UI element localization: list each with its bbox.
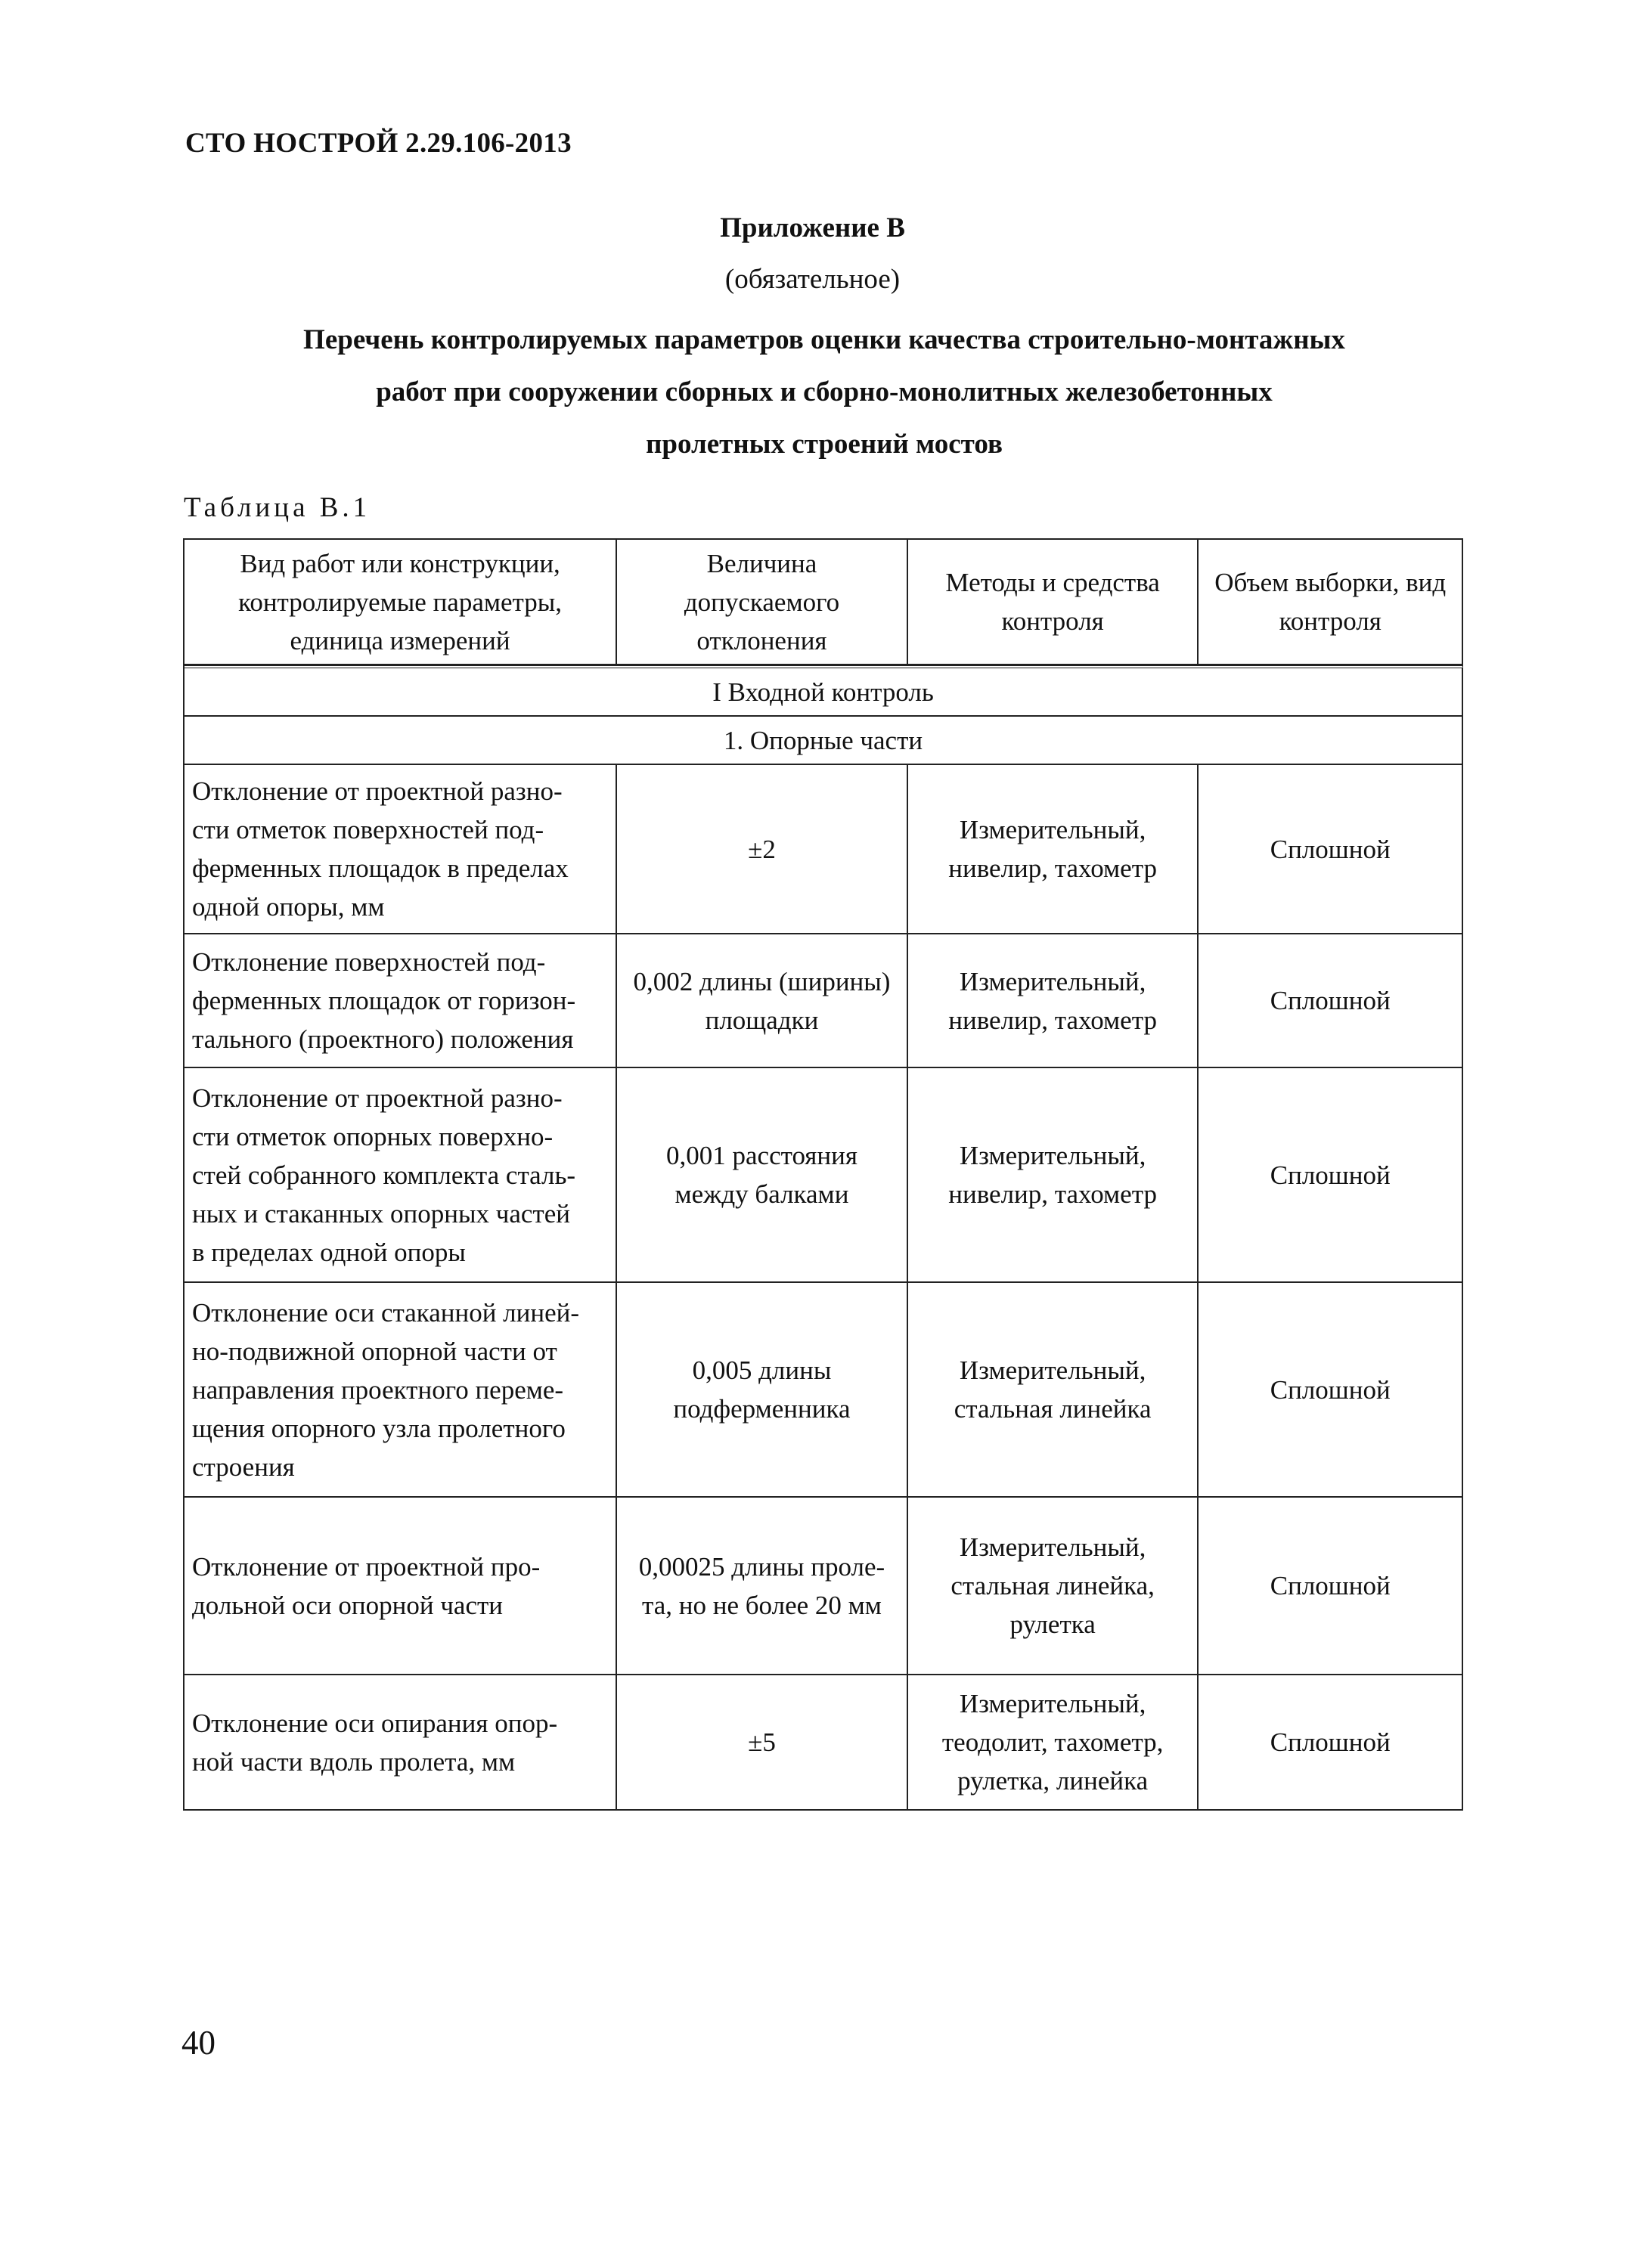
- cell-line: нивелир, тахометр: [948, 1179, 1157, 1209]
- page-number: 40: [181, 2024, 216, 2062]
- cell-line: площадки: [705, 1005, 819, 1035]
- tolerance-cell: [617, 1068, 908, 1283]
- table-row: [185, 1068, 1463, 1283]
- cell-line: одной опоры, мм: [192, 892, 385, 922]
- subsection-row: [185, 717, 1463, 765]
- param-cell: [185, 1283, 617, 1498]
- sample-cell: [1199, 934, 1463, 1068]
- cell-line: сти отметок опорных поверхно-: [192, 1121, 554, 1151]
- cell-line: но-подвижной опорной части от: [192, 1336, 557, 1366]
- cell-line: ферменных площадок в пределах: [192, 854, 569, 883]
- cell-line: строения: [192, 1452, 295, 1482]
- cell-line: 0,002 длины (ширины): [633, 966, 891, 996]
- cell-line: ной части вдоль пролета, мм: [192, 1746, 516, 1777]
- cell-line: дольной оси опорной части: [192, 1590, 504, 1620]
- cell-line: нивелир, тахометр: [948, 854, 1157, 883]
- cell-line: Измерительный,: [959, 966, 1146, 996]
- cell-line: ферменных площадок от горизон-: [192, 986, 576, 1015]
- cell-line: та, но не более 20 мм: [642, 1590, 882, 1620]
- cell-line: Сплошной: [1270, 834, 1391, 864]
- param-cell: [185, 1068, 617, 1283]
- cell-line: стей собранного комплекта сталь-: [192, 1160, 576, 1190]
- cell-line: между балками: [674, 1179, 849, 1209]
- cell-line: сти отметок поверхностей под-: [192, 815, 544, 844]
- table-row: [185, 934, 1463, 1068]
- cell-line: стальная линейка,: [951, 1571, 1155, 1600]
- appendix-note: (обязательное): [724, 264, 901, 295]
- header-cell-sample: Объем выборки, вид контроля: [1199, 540, 1463, 665]
- header-cell-param: Вид работ или конструкции, контролируемые параметры, единица измерений: [185, 540, 617, 665]
- tolerance-cell: [617, 1283, 908, 1498]
- cell-line: тального (проектного) положения: [192, 1024, 574, 1054]
- cell-line: щения опорного узла пролетного: [192, 1413, 566, 1443]
- tolerance-cell: [617, 1675, 908, 1811]
- heading-line: пролетных строений мостов: [646, 429, 1003, 460]
- cell-line: подферменника: [673, 1394, 851, 1424]
- cell-line: в пределах одной опоры: [192, 1237, 466, 1267]
- tolerance-cell: [617, 934, 908, 1068]
- cell-line: направления проектного переме-: [192, 1374, 564, 1405]
- section-row: [185, 668, 1463, 717]
- subsection-title: 1. Опорные части: [185, 717, 1463, 765]
- cell-line: ±5: [748, 1727, 776, 1757]
- param-cell: [185, 934, 617, 1068]
- cell-line: Отклонение от проектной разно-: [192, 1083, 563, 1113]
- header-cell-methods: Методы и средства контроля: [908, 540, 1199, 665]
- cell-line: Отклонение от проектной разно-: [192, 776, 563, 806]
- cell-line: Измерительный,: [959, 1689, 1146, 1718]
- cell-line: 0,001 расстояния: [666, 1141, 857, 1170]
- cell-line: ных и стаканных опорных частей: [192, 1198, 570, 1228]
- cell-line: Измерительный,: [959, 1532, 1146, 1562]
- table-row: [185, 765, 1463, 934]
- table-caption: Таблица В.1: [184, 492, 371, 523]
- sample-cell: [1199, 1675, 1463, 1811]
- table-row: [185, 1283, 1463, 1498]
- table-row: [185, 1498, 1463, 1675]
- param-cell: [185, 1675, 617, 1811]
- heading-line: Перечень контролируемых параметров оценки качества строительно-монтажных: [303, 324, 1345, 355]
- cell-line: Сплошной: [1270, 1160, 1391, 1190]
- document-code: СТО НОСТРОЙ 2.29.106-2013: [185, 128, 572, 159]
- methods-cell: [908, 934, 1199, 1068]
- table-row: [185, 1675, 1463, 1811]
- heading-line: работ при сооружении сборных и сборно-монолитных железобетонных: [376, 376, 1273, 407]
- tolerance-cell: [617, 765, 908, 934]
- cell-line: Отклонение поверхностей под-: [192, 947, 546, 977]
- param-cell: [185, 1498, 617, 1675]
- cell-line: рулетка, линейка: [957, 1766, 1149, 1796]
- table-header-row: [185, 540, 1463, 665]
- param-cell: [185, 765, 617, 934]
- cell-line: Отклонение оси стаканной линей-: [192, 1297, 580, 1328]
- cell-line: Сплошной: [1270, 986, 1391, 1015]
- sample-cell: [1199, 1498, 1463, 1675]
- header-cell-tolerance: Величина допускаемого отклонения: [617, 540, 908, 665]
- cell-line: Измерительный,: [959, 1356, 1146, 1385]
- cell-line: 0,00025 длины проле-: [638, 1551, 885, 1582]
- cell-line: стальная линейка: [954, 1394, 1152, 1424]
- cell-line: теодолит, тахометр,: [941, 1727, 1164, 1757]
- sample-cell: [1199, 1283, 1463, 1498]
- methods-cell: [908, 1283, 1199, 1498]
- methods-cell: [908, 765, 1199, 934]
- sample-cell: [1199, 1068, 1463, 1283]
- cell-line: нивелир, тахометр: [948, 1005, 1157, 1035]
- cell-line: 0,005 длины: [692, 1356, 832, 1385]
- cell-line: Сплошной: [1270, 1374, 1391, 1405]
- parameters-table: [183, 538, 1463, 1811]
- cell-line: Отклонение оси опирания опор-: [192, 1708, 558, 1738]
- cell-line: ±2: [748, 834, 776, 864]
- appendix-title: Приложение В: [720, 212, 905, 243]
- cell-line: Отклонение от проектной про-: [192, 1551, 541, 1582]
- cell-line: Измерительный,: [959, 1141, 1146, 1170]
- cell-line: рулетка: [1009, 1610, 1096, 1639]
- cell-line: Измерительный,: [959, 815, 1146, 844]
- methods-cell: [908, 1498, 1199, 1675]
- cell-line: Сплошной: [1270, 1571, 1391, 1600]
- methods-cell: [908, 1068, 1199, 1283]
- methods-cell: [908, 1675, 1199, 1811]
- section-title: I Входной контроль: [185, 668, 1463, 717]
- appendix-heading: [151, 314, 1497, 470]
- cell-line: Сплошной: [1270, 1727, 1391, 1757]
- sample-cell: [1199, 765, 1463, 934]
- tolerance-cell: [617, 1498, 908, 1675]
